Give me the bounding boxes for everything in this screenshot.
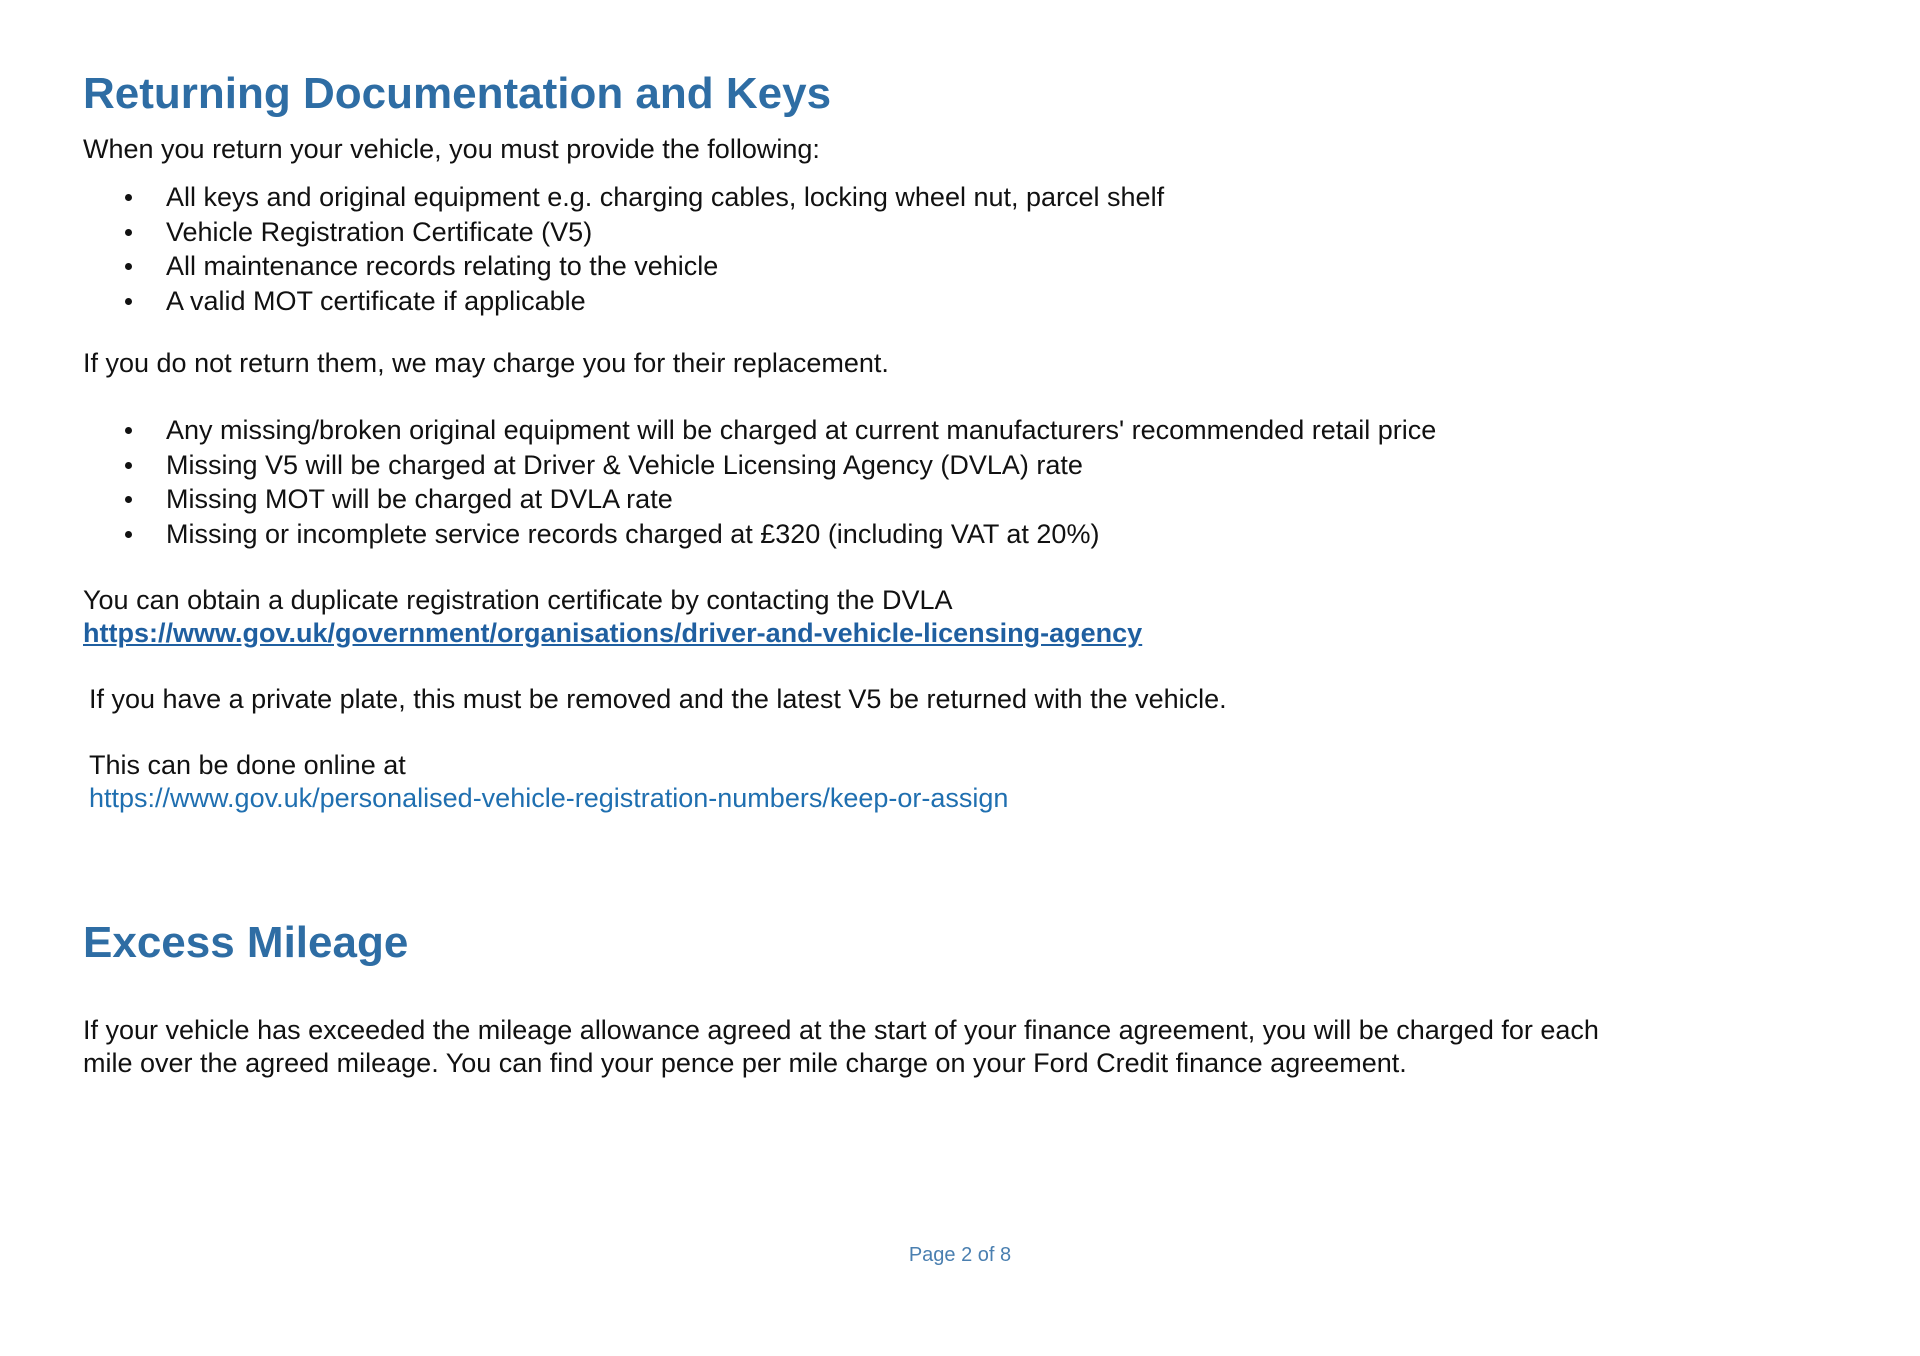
list-item: All keys and original equipment e.g. charging cables, locking wheel nut, parcel shelf — [83, 180, 1164, 215]
returning-intro: When you return your vehicle, you must provide the following: — [83, 134, 820, 164]
private-plate-text: If you have a private plate, this must be removed and the latest V5 be returned with the vehicle. — [89, 684, 1227, 714]
dvla-link[interactable]: https://www.gov.uk/government/organisations/driver-and-vehicle-licensing-agency — [83, 618, 1143, 648]
bullet-icon — [125, 531, 132, 538]
list-item: Any missing/broken original equipment will be charged at current manufacturers' recommended retail price — [83, 413, 1436, 448]
returning-heading: Returning Documentation and Keys — [83, 69, 832, 118]
required-items-list — [83, 180, 1164, 318]
bullet-icon — [125, 229, 132, 236]
bullet-icon — [125, 427, 132, 434]
mileage-text-line2: mile over the agreed mileage. You can find your pence per mile charge on your Ford Credit finance agreement. — [83, 1048, 1407, 1078]
list-item: Missing MOT will be charged at DVLA rate — [83, 482, 1436, 517]
mileage-text-line1: If your vehicle has exceeded the mileage allowance agreed at the start of your finance agreement, you will be charged for each — [83, 1015, 1599, 1045]
list-item: A valid MOT certificate if applicable — [83, 284, 1164, 319]
personalised-reg-link-line — [89, 782, 1008, 815]
dvla-link-line — [83, 617, 1142, 650]
list-item: Missing V5 will be charged at Driver & Vehicle Licensing Agency (DVLA) rate — [83, 448, 1436, 483]
charges-list — [83, 413, 1436, 551]
bullet-icon — [125, 263, 132, 270]
online-text: This can be done online at — [89, 750, 406, 780]
personalised-reg-link[interactable]: https://www.gov.uk/personalised-vehicle-registration-numbers/keep-or-assign — [89, 783, 1009, 813]
bullet-icon — [125, 298, 132, 305]
page-number: Page 2 of 8 — [908, 1244, 1012, 1266]
charge-note: If you do not return them, we may charge you for their replacement. — [83, 348, 889, 378]
duplicate-text: You can obtain a duplicate registration certificate by contacting the DVLA — [83, 585, 953, 615]
bullet-icon — [125, 462, 132, 469]
list-item: Vehicle Registration Certificate (V5) — [83, 215, 1164, 250]
list-item: Missing or incomplete service records charged at £320 (including VAT at 20%) — [83, 517, 1436, 552]
list-item: All maintenance records relating to the vehicle — [83, 249, 1164, 284]
bullet-icon — [125, 194, 132, 201]
mileage-heading: Excess Mileage — [83, 918, 409, 967]
bullet-icon — [125, 496, 132, 503]
